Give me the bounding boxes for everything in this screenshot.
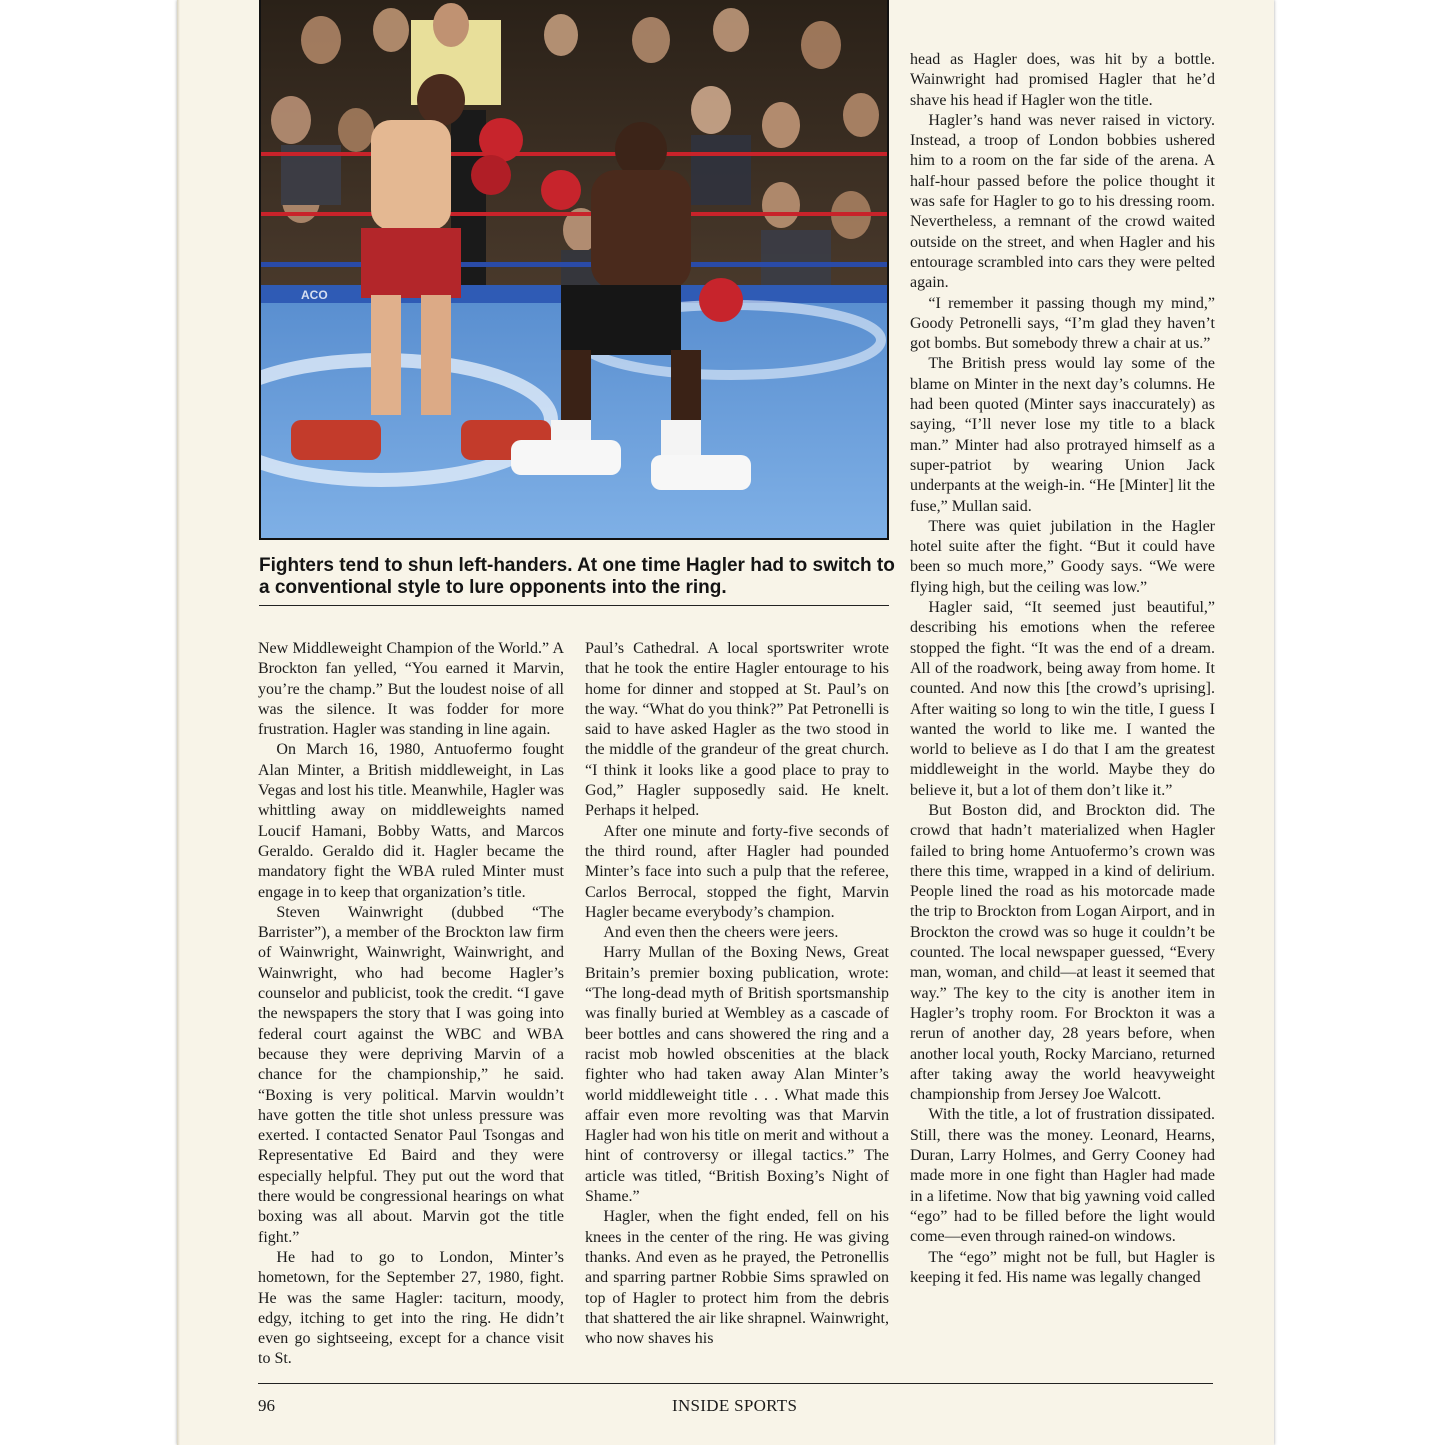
paragraph: Paul’s Cathedral. A local sportswriter wrote that he took the entire Hagler entourage to his home for dinner and stopped at St. Paul’s on the way. “What do you think?” Pat Petronelli is said to have asked Hagler as the two stood in the middle of the grandeur of the great church. “I think it looks like a good place to pray to God,” Hagler supposedly said. He knelt. Perhaps it helped.	[585, 640, 889, 820]
paragraph: There was quiet jubilation in the Hagler hotel suite after the fight. “But it could have been so much more,” Goody says. “We were flying high, but the ceiling was low.”	[910, 517, 1215, 596]
paragraph: After one minute and forty-five seconds of the third round, after Hagler had pounded Minter’s face into such a pulp that the referee, Carlos Berrocal, stopped the fight, Marvin Hagler became everybody’s champion.	[585, 822, 889, 921]
paragraph: Harry Mullan of the Boxing News, Great Britain’s premier boxing publication, wrote: “The long-dead myth of British sportsmanship was finally buried at Wembley as a cascade of beer bottles and cans showered the ring and a racist mob howled obscenities at the black fighter who had taken away Alan Minter’s world middleweight title . . . What made this affair even more revolting was that Marvin Hagler had won his title on merit and without a hint of controversy or illegal tactics.” The article was titled, “British Boxing’s Night of Shame.”	[585, 944, 889, 1206]
paragraph: He had to go to London, Minter’s hometown, for the September 27, 1980, fight. He was the same Hagler: taciturn, moody, edgy, itching to get into the ring. He didn’t even go sightseeing, except for a chance visit to St.	[258, 1248, 564, 1368]
paragraph: But Boston did, and Brockton did. The crowd that hadn’t materialized when Hagler failed to bring home Antuofermo’s crown was there this time, wrapped in a kind of delirium. People lined the road as his motorcade made the trip to Brockton from Logan Airport, and in Brockton the crowd was so huge it couldn’t be counted. The local newspaper guessed, “Every man, woman, and child—at least it seemed that way.” The key to the city is another item in Hagler’s trophy room. For Brockton it was a rerun of another day, 28 years before, when another local youth, Rocky Marciano, returned after taking away the world heavyweight championship from Jersey Joe Walcott.	[910, 801, 1215, 1104]
paragraph: The British press would lay some of the blame on Minter in the next day’s columns. He had been quoted (Minter says inaccurately) as saying, “I’ll never lose my title to a black man.” Minter had also protrayed himself as a super-patriot by wearing Union Jack underpants at the weigh-in. “He [Minter] lit the fuse,” Mullan said.	[910, 355, 1215, 515]
magazine-name: INSIDE SPORTS	[672, 1396, 798, 1415]
paragraph: And even then the cheers were jeers.	[603, 924, 839, 942]
paragraph: Hagler said, “It seemed just beautiful,” describing his emotions when the referee stopped the fight. “It was the end of a dream. All of the roadwork, being away from home. It counted. And now this [the crowd’s uprising]. After waiting so long to win the title, I guess I wanted the world to like me. I wanted the world to believe as I do that I am the greatest middleweight in the world. Maybe they do believe it, but a lot of them don’t like it.”	[910, 599, 1215, 799]
paragraph: Hagler’s hand was never raised in victory. Instead, a troop of London bobbies ushered him to a room on the far side of the arena. A half-hour passed before the police thought it was safe for Hagler to go to his dressing room. Nevertheless, a remnant of the crowd waited outside on the street, and when Hagler and his entourage scrambled into cars they were pelted again.	[910, 111, 1215, 292]
paragraph: New Middleweight Champion of the World.” A Brockton fan yelled, “You earned it Marvin, you’re the champ.” But the loudest noise of all was the silence. It was fodder for more frustration. Hagler was standing in line again.	[258, 640, 564, 739]
page-number: 96	[258, 1396, 275, 1415]
photo-caption: Fighters tend to shun left-handers. At one time Hagler had to switch to a conventional style to lure opponents into the ring.	[259, 555, 895, 598]
paragraph: head as Hagler does, was hit by a bottle. Wainwright had promised Hagler that he’d shave his head if Hagler won the title.	[910, 51, 1215, 109]
paragraph: With the title, a lot of frustration dissipated. Still, there was the money. Leonard, Hearns, Duran, Larry Holmes, and Gerry Cooney had made more in one fight than Hagler had made in a lifetime. Now that big yawning void called “ego” had to be filled before the light would come—even through rained-on windows.	[910, 1106, 1215, 1246]
text-column-1	[258, 639, 564, 1370]
magazine-page	[177, 0, 1274, 1445]
page-edge	[177, 0, 180, 1445]
paragraph: Hagler, when the fight ended, fell on his knees in the center of the ring. He was giving thanks. And even as he prayed, the Petronellis and sparring partner Robbie Sims sprawled on top of Hagler to protect him from the debris that shattered the air like shrapnel. Wainwright, who now shaves his	[585, 1208, 889, 1348]
paragraph: “I remember it passing though my mind,” Goody Petronelli says, “I’m glad they haven’t got bombs. But somebody threw a chair at us.”	[910, 294, 1215, 353]
paragraph: On March 16, 1980, Antuofermo fought Alan Minter, a British middleweight, in Las Vegas and lost his title. Meanwhile, Hagler was whittling away on middleweights named Loucif Hamani, Bobby Watts, and Marcos Geraldo. Geraldo did it. Hagler became the mandatory fight the WBA ruled Minter must engage in to keep that organization’s title.	[258, 741, 564, 901]
text-column-3	[910, 50, 1215, 1288]
boxing-photo	[259, 0, 889, 540]
paragraph: Steven Wainwright (dubbed “The Barrister”), a member of the Brockton law firm of Wainwright, Wainwright, Wainwright, and Wainwright, who had become Hagler’s counselor and publicist, took the credit. “I gave the newspapers the story that I was going into federal court against the WBC and WBA because they were depriving Marvin of a chance for the championship,” he said. “Boxing is very political. Marvin wouldn’t have gotten the title shot unless pressure was exerted. I contacted Senator Paul Tsongas and Representative Ed Baird and they were especially helpful. They put out the word that there would be congressional hearings on what boxing was all about. Marvin got the title fight.”	[258, 903, 564, 1246]
footer-divider	[258, 1383, 1213, 1384]
caption-divider	[259, 605, 889, 606]
svg-text:ACO: ACO	[301, 288, 328, 302]
paragraph: The “ego” might not be full, but Hagler is keeping it fed. His name was legally changed	[910, 1248, 1215, 1286]
text-column-2	[585, 639, 889, 1349]
